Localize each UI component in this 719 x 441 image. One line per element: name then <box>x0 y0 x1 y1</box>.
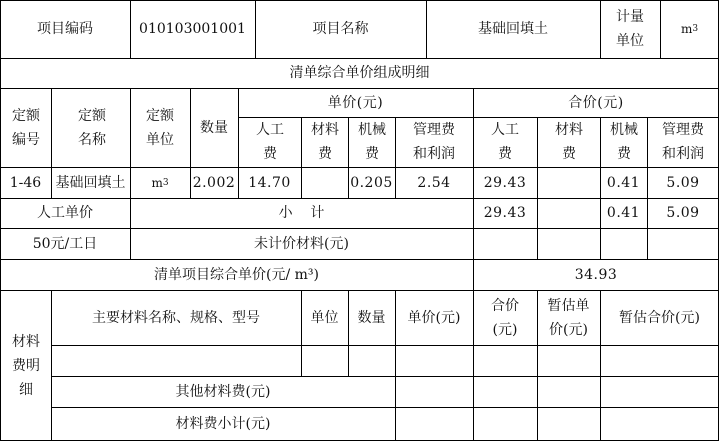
col-up-material: 材料费 <box>311 122 339 162</box>
material-fee-subtotal-label: 材料费小计(元) <box>175 416 271 432</box>
project-name-value: 基础回填土 <box>478 21 548 37</box>
measure-unit-value: m 3 <box>680 22 699 36</box>
material-est-total-header: 暂估合价(元) <box>619 309 700 326</box>
composite-unit-price-value: 34.93 <box>574 266 618 283</box>
subtotal-tp-labor: 29.43 <box>483 205 527 221</box>
col-total-price-group: 合价(元) <box>568 94 624 111</box>
row-up-machine: 0.205 <box>350 174 393 191</box>
material-unit-header: 单位 <box>310 309 339 326</box>
project-name-label: 项目名称 <box>312 21 369 37</box>
col-unit-price-group: 单价(元) <box>327 94 384 111</box>
project-code-label: 项目编码 <box>37 21 93 37</box>
unpriced-material-label: 未计价材料(元) <box>254 235 349 252</box>
col-quota-name: 定额名称 <box>78 107 106 148</box>
row-quota-unit: m 3 <box>151 175 169 190</box>
row-quota-no: 1-46 <box>9 174 42 191</box>
col-tp-material: 材料费 <box>555 122 583 162</box>
row-quantity: 2.002 <box>192 174 236 191</box>
row-up-mgmt: 2.54 <box>417 174 451 191</box>
material-unit-price-header: 单价(元) <box>407 309 461 326</box>
composite-unit-price-label: 清单项目综合单价(元/ m³) <box>154 266 319 283</box>
labor-unit-price-label: 人工单价 <box>37 205 93 221</box>
row-tp-mgmt: 5.09 <box>666 174 700 191</box>
measure-unit-label: 计量单位 <box>616 9 644 49</box>
row-tp-machine: 0.41 <box>606 174 641 191</box>
col-quota-unit: 定额单位 <box>146 107 174 148</box>
col-up-labor: 人工费 <box>256 122 284 162</box>
material-qty-header: 数量 <box>357 309 386 326</box>
labor-rate: 50元/工日 <box>32 235 98 252</box>
col-up-mgmt: 管理费和利润 <box>413 122 455 162</box>
col-tp-machine: 机械费 <box>610 122 638 162</box>
row-tp-labor: 29.43 <box>483 174 527 191</box>
material-name-spec-header: 主要材料名称、规格、型号 <box>92 309 260 326</box>
row-up-material <box>301 167 348 198</box>
section-title: 清单综合单价组成明细 <box>289 65 430 81</box>
subtotal-label: 小 计 <box>278 205 325 221</box>
subtotal-tp-machine: 0.41 <box>606 205 641 221</box>
project-code-value: 010103001001 <box>139 21 246 37</box>
material-total-header: 合价(元) <box>491 297 519 338</box>
row-quota-name: 基础回填土 <box>55 174 126 191</box>
col-quantity: 数量 <box>200 119 228 136</box>
col-tp-mgmt: 管理费和利润 <box>662 122 704 162</box>
row-tp-material <box>537 167 600 198</box>
row-up-labor: 14.70 <box>248 174 291 191</box>
material-detail-side-label: 材料费明细 <box>12 333 40 398</box>
subtotal-tp-mgmt: 5.09 <box>666 205 700 221</box>
col-quota-no: 定额编号 <box>12 107 40 148</box>
material-est-unit-header: 暂估单价(元) <box>547 297 590 338</box>
other-material-fee-label: 其他材料费(元) <box>175 383 271 400</box>
col-up-machine: 机械费 <box>358 122 386 162</box>
col-tp-labor: 人工费 <box>491 122 519 162</box>
